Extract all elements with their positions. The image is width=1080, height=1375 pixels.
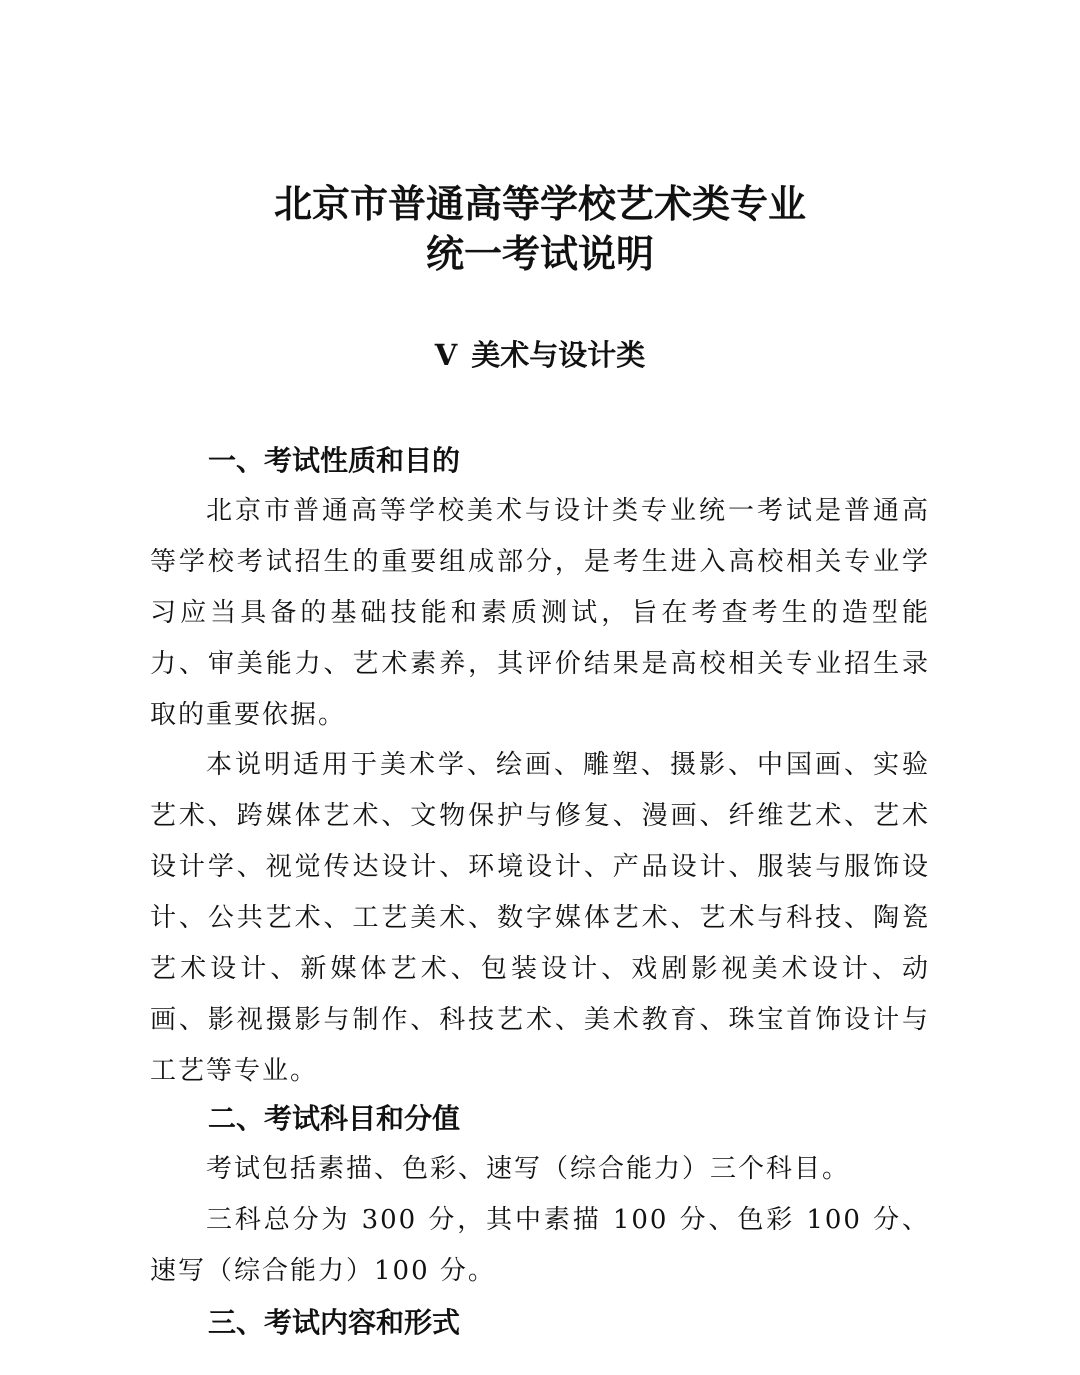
paragraph-exam-subjects: 考试包括素描、色彩、速写（综合能力）三个科目。 — [206, 1154, 851, 1184]
heading-exam-content: 三、考试内容和形式 — [208, 1306, 461, 1339]
document-title-line-2: 统一考试说明 — [425, 232, 654, 276]
section-subtitle — [0, 330, 1080, 380]
section-name: 美术与设计类 — [471, 338, 646, 372]
document-title-line-1: 北京市普通高等学校艺术类专业 — [273, 182, 806, 226]
paragraph-applicable-majors: 本说明适用于美术学、绘画、雕塑、摄影、中国画、实验艺术、跨媒体艺术、文物保护与修复、漫画、纤维艺术、艺术设计学、视觉传达设计、环境设计、产品设计、服装与服饰设计、公共艺术、工艺美术、数字媒体艺术、艺术与科技、陶瓷艺术设计、新媒体艺术、包装设计、戏剧影视美术设计、动画、影视摄影与制作、科技艺术、美术教育、珠宝首饰设计与工艺等专业。 — [150, 750, 930, 1086]
heading-exam-nature: 一、考试性质和目的 — [208, 444, 461, 477]
section-numeral: V — [434, 338, 458, 372]
heading-exam-subjects: 二、考试科目和分值 — [208, 1102, 461, 1135]
paragraph-exam-nature: 北京市普通高等学校美术与设计类专业统一考试是普通高等学校考试招生的重要组成部分，是考生进入高校相关专业学习应当具备的基础技能和素质测试，旨在考查考生的造型能力、审美能力、艺术素养，其评价结果是高校相关专业招生录取的重要依据。 — [150, 496, 930, 730]
paragraph-score-distribution: 三科总分为 300 分，其中素描 100 分、色彩 100 分、速写（综合能力）100 分。 — [150, 1205, 930, 1286]
